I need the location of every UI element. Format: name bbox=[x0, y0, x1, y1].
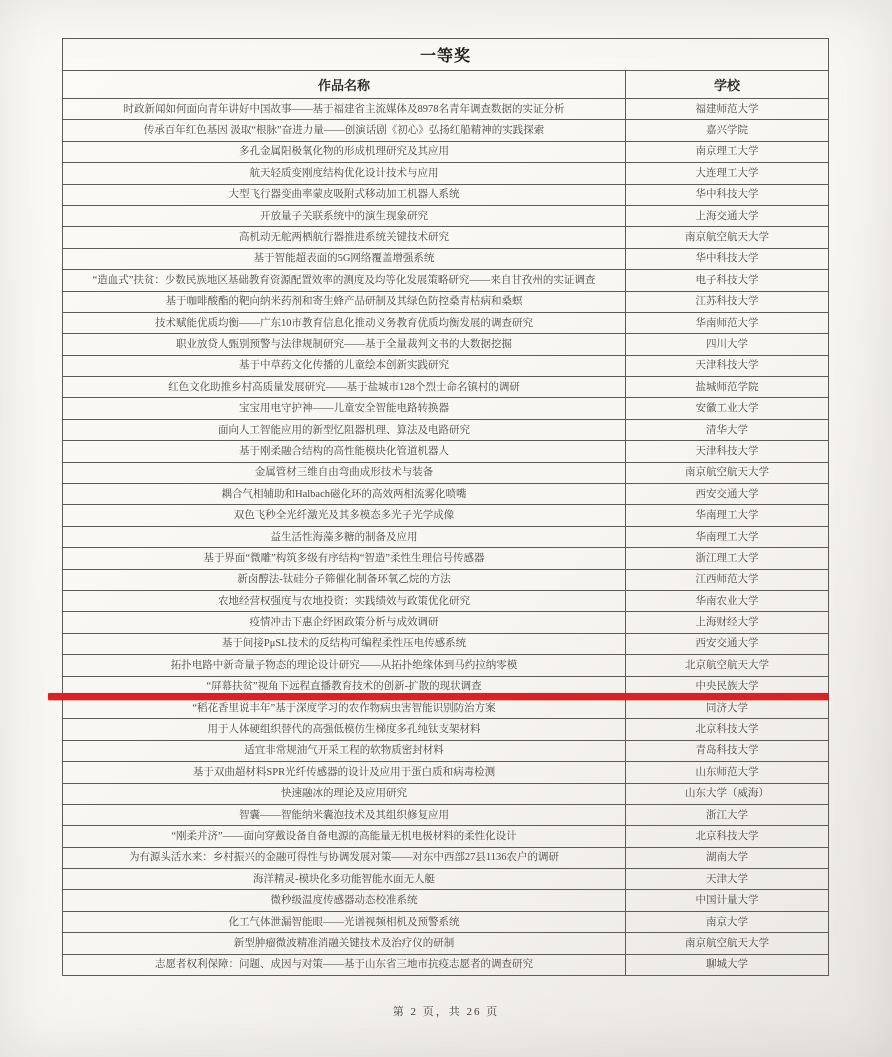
school-cell: 天津科技大学 bbox=[626, 355, 829, 376]
work-title-cell: 开放量子关联系统中的演生现象研究 bbox=[63, 205, 626, 226]
work-title-cell: “造血式”扶贫：少数民族地区基础教育资源配置效率的测度及均等化发展策略研究——来自甘孜州的实证调查 bbox=[63, 270, 626, 291]
table-body bbox=[63, 99, 829, 976]
work-title-cell: 微秒级温度传感器动态校准系统 bbox=[63, 890, 626, 911]
work-title-cell: 高机动无舵两栖航行器推进系统关键技术研究 bbox=[63, 227, 626, 248]
table-row bbox=[63, 248, 829, 269]
school-cell: 上海交通大学 bbox=[626, 205, 829, 226]
school-cell: 清华大学 bbox=[626, 419, 829, 440]
table-row bbox=[63, 291, 829, 312]
school-cell: 山东大学（威海） bbox=[626, 783, 829, 804]
table-row bbox=[63, 312, 829, 333]
table-row bbox=[63, 548, 829, 569]
table-row bbox=[63, 933, 829, 954]
work-title-cell: 农地经营权强度与农地投资：实践绩效与政策优化研究 bbox=[63, 590, 626, 611]
school-cell: 盐城师范学院 bbox=[626, 377, 829, 398]
work-title-cell: 基于咖啡酸酯的靶向纳米药剂和寄生蜂产品研制及其绿色防控桑青枯病和桑螟 bbox=[63, 291, 626, 312]
table-row bbox=[63, 377, 829, 398]
work-title-cell: 快速融冰的理论及应用研究 bbox=[63, 783, 626, 804]
school-cell: 北京航空航天大学 bbox=[626, 655, 829, 676]
work-title-cell: 拓扑电路中新奇量子物态的理论设计研究——从拓扑绝缘体到马约拉纳零模 bbox=[63, 655, 626, 676]
work-title-cell: 海洋精灵-模块化多功能智能水面无人艇 bbox=[63, 869, 626, 890]
work-title-cell: 职业放贷人甄别预警与法律规制研究——基于全量裁判文书的大数据挖掘 bbox=[63, 334, 626, 355]
school-cell: 南京航空航天大学 bbox=[626, 462, 829, 483]
school-cell: 江西师范大学 bbox=[626, 569, 829, 590]
school-cell: 中央民族大学 bbox=[626, 676, 829, 697]
school-cell: 中国计量大学 bbox=[626, 890, 829, 911]
table-row bbox=[63, 890, 829, 911]
highlight-underline bbox=[48, 693, 829, 700]
work-title-cell: 技术赋能优质均衡——广东10市教育信息化推动义务教育优质均衡发展的调查研究 bbox=[63, 312, 626, 333]
table-row bbox=[63, 655, 829, 676]
school-cell: 福建师范大学 bbox=[626, 99, 829, 120]
school-cell: 山东师范大学 bbox=[626, 762, 829, 783]
school-cell: 上海财经大学 bbox=[626, 612, 829, 633]
work-title-cell: 适宜非常规油气开采工程的软物质密封材料 bbox=[63, 740, 626, 761]
work-title-cell: 基于智能超表面的5G网络覆盖增强系统 bbox=[63, 248, 626, 269]
table-row bbox=[63, 826, 829, 847]
table-row bbox=[63, 847, 829, 868]
table-row bbox=[63, 184, 829, 205]
table-row bbox=[63, 505, 829, 526]
school-cell: 西安交通大学 bbox=[626, 484, 829, 505]
table-row bbox=[63, 120, 829, 141]
work-title-cell: 多孔金属阳极氧化物的形成机理研究及其应用 bbox=[63, 141, 626, 162]
school-cell: 湖南大学 bbox=[626, 847, 829, 868]
table-row bbox=[63, 633, 829, 654]
table-row bbox=[63, 783, 829, 804]
school-cell: 华南理工大学 bbox=[626, 505, 829, 526]
school-cell: 浙江大学 bbox=[626, 804, 829, 825]
work-title-cell: 面向人工智能应用的新型忆阻器机理、算法及电路研究 bbox=[63, 419, 626, 440]
table-row bbox=[63, 334, 829, 355]
table-row bbox=[63, 227, 829, 248]
work-title-cell: 志愿者权利保障：问题、成因与对策——基于山东省三地市抗疫志愿者的调查研究 bbox=[63, 954, 626, 975]
work-title-cell: 基于双曲超材料SPR光纤传感器的设计及应用于蛋白质和病毒检测 bbox=[63, 762, 626, 783]
work-title-cell: 宝宝用电守护神——儿童安全智能电路转换器 bbox=[63, 398, 626, 419]
school-cell: 电子科技大学 bbox=[626, 270, 829, 291]
table-row bbox=[63, 205, 829, 226]
awards-table bbox=[62, 38, 829, 976]
school-cell: 大连理工大学 bbox=[626, 163, 829, 184]
column-header-work: 作品名称 bbox=[63, 71, 626, 99]
work-title-cell: 双色飞秒全光纤激光及其多模态多光子光学成像 bbox=[63, 505, 626, 526]
school-cell: 嘉兴学院 bbox=[626, 120, 829, 141]
work-title-cell: 疫情冲击下惠企纾困政策分析与成效调研 bbox=[63, 612, 626, 633]
page-number: 第 2 页，共 26 页 bbox=[392, 1006, 500, 1018]
table-row bbox=[63, 612, 829, 633]
school-cell: 天津科技大学 bbox=[626, 441, 829, 462]
table-row bbox=[63, 355, 829, 376]
school-cell: 安徽工业大学 bbox=[626, 398, 829, 419]
work-title-cell: 新卤醇法-钛硅分子筛催化制备环氧乙烷的方法 bbox=[63, 569, 626, 590]
school-cell: 南京理工大学 bbox=[626, 141, 829, 162]
table-row bbox=[63, 526, 829, 547]
table-row bbox=[63, 719, 829, 740]
work-title-cell: “稻花香里说丰年”基于深度学习的农作物病虫害智能识别防治方案 bbox=[63, 697, 626, 718]
table-row bbox=[63, 462, 829, 483]
work-title-cell: 红色文化助推乡村高质量发展研究——基于盐城市128个烈士命名镇村的调研 bbox=[63, 377, 626, 398]
table-row bbox=[63, 398, 829, 419]
column-header-school: 学校 bbox=[626, 71, 829, 99]
work-title-cell: “屏幕扶贫”视角下远程直播教育技术的创新-扩散的现状调查 bbox=[63, 676, 626, 697]
work-title-cell: 益生活性海藻多糖的制备及应用 bbox=[63, 526, 626, 547]
school-cell: 江苏科技大学 bbox=[626, 291, 829, 312]
table-row bbox=[63, 270, 829, 291]
school-cell: 华中科技大学 bbox=[626, 248, 829, 269]
work-title-cell: 化工气体泄漏智能眼——光谱视频相机及预警系统 bbox=[63, 911, 626, 932]
school-cell: 华南理工大学 bbox=[626, 526, 829, 547]
table-row bbox=[63, 911, 829, 932]
table-row bbox=[63, 954, 829, 975]
table-title: 一等奖 bbox=[63, 39, 829, 71]
school-cell: 同济大学 bbox=[626, 697, 829, 718]
work-title-cell: 耦合气相辅助和Halbach磁化环的高效两相流雾化喷嘴 bbox=[63, 484, 626, 505]
table-row bbox=[63, 697, 829, 718]
school-cell: 华南师范大学 bbox=[626, 312, 829, 333]
table-row bbox=[63, 163, 829, 184]
work-title-cell: 基于间接PμSL技术的反结构可编程柔性压电传感系统 bbox=[63, 633, 626, 654]
table-row bbox=[63, 441, 829, 462]
work-title-cell: 基于刚柔融合结构的高性能模块化管道机器人 bbox=[63, 441, 626, 462]
work-title-cell: 基于界面“微雕”构筑多级有序结构“智造”柔性生理信号传感器 bbox=[63, 548, 626, 569]
table-header-row bbox=[63, 71, 829, 99]
work-title-cell: 传承百年红色基因 汲取“根脉”奋进力量——创演话剧《初心》弘扬红船精神的实践探索 bbox=[63, 120, 626, 141]
school-cell: 南京航空航天大学 bbox=[626, 933, 829, 954]
school-cell: 浙江理工大学 bbox=[626, 548, 829, 569]
work-title-cell: 为有源头活水来：乡村振兴的金融可得性与协调发展对策——对东中西部27县1136农户的调研 bbox=[63, 847, 626, 868]
table-row bbox=[63, 419, 829, 440]
work-title-cell: 时政新闻如何面向青年讲好中国故事——基于福建省主流媒体及8978名青年调查数据的实证分析 bbox=[63, 99, 626, 120]
table-row bbox=[63, 484, 829, 505]
table-row bbox=[63, 99, 829, 120]
work-title-cell: 大型飞行器变曲率蒙皮吸附式移动加工机器人系统 bbox=[63, 184, 626, 205]
school-cell: 青岛科技大学 bbox=[626, 740, 829, 761]
school-cell: 四川大学 bbox=[626, 334, 829, 355]
work-title-cell: 基于中草药文化传播的儿童绘本创新实践研究 bbox=[63, 355, 626, 376]
work-title-cell: “刚柔并济”——面向穿戴设备自备电源的高能量无机电极材料的柔性化设计 bbox=[63, 826, 626, 847]
school-cell: 华南农业大学 bbox=[626, 590, 829, 611]
work-title-cell: 用于人体硬组织替代的高强低模仿生梯度多孔纯钛支架材料 bbox=[63, 719, 626, 740]
work-title-cell: 金属管材三维自由弯曲成形技术与装备 bbox=[63, 462, 626, 483]
table-row bbox=[63, 740, 829, 761]
school-cell: 西安交通大学 bbox=[626, 633, 829, 654]
school-cell: 南京航空航天大学 bbox=[626, 227, 829, 248]
work-title-cell: 智囊——智能纳米囊泡技术及其组织修复应用 bbox=[63, 804, 626, 825]
school-cell: 北京科技大学 bbox=[626, 826, 829, 847]
school-cell: 南京大学 bbox=[626, 911, 829, 932]
table-row bbox=[63, 762, 829, 783]
table-title-row bbox=[63, 39, 829, 71]
school-cell: 聊城大学 bbox=[626, 954, 829, 975]
table-row bbox=[63, 141, 829, 162]
work-title-cell: 新型肿瘤微波精准消融关键技术及治疗仪的研制 bbox=[63, 933, 626, 954]
table-row bbox=[63, 590, 829, 611]
school-cell: 北京科技大学 bbox=[626, 719, 829, 740]
table-row bbox=[63, 869, 829, 890]
work-title-cell: 航天轻质变刚度结构优化设计技术与应用 bbox=[63, 163, 626, 184]
school-cell: 天津大学 bbox=[626, 869, 829, 890]
table-row bbox=[63, 569, 829, 590]
table-row bbox=[63, 804, 829, 825]
school-cell: 华中科技大学 bbox=[626, 184, 829, 205]
